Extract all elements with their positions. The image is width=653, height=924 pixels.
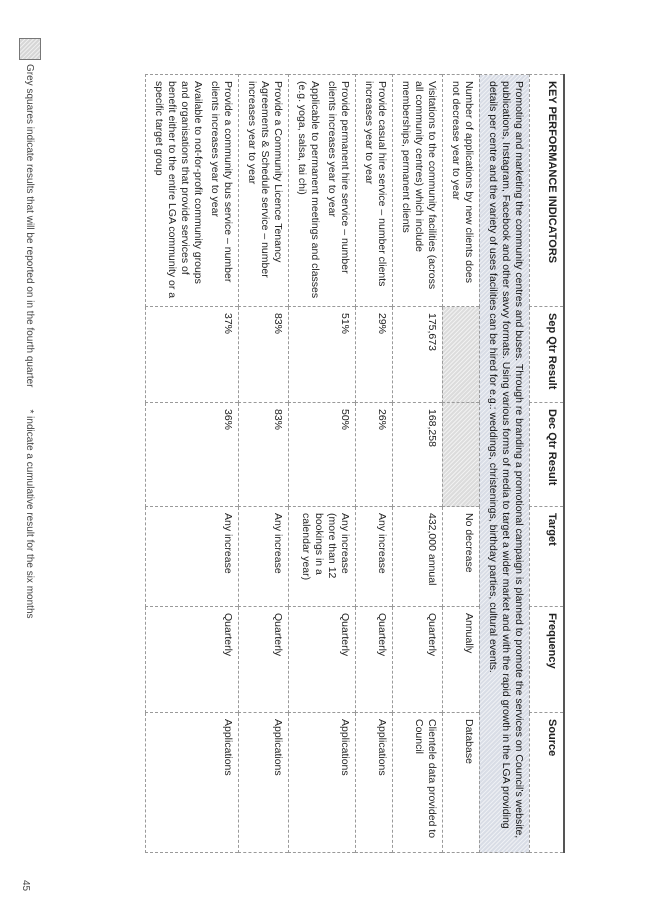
description-row <box>480 75 530 853</box>
table-row <box>239 75 289 853</box>
header-sep-qtr: Sep Qtr Result <box>530 307 565 403</box>
kpi-cell: Provide a Community Licence Tenancy Agreements & Schedule service – number increases year to year <box>239 75 289 307</box>
source-cell: Applications <box>289 713 356 853</box>
dec-result-cell: 50% <box>289 403 356 507</box>
kpi-cell <box>289 75 356 307</box>
header-target: Target <box>530 507 565 607</box>
source-cell: Applications <box>239 713 289 853</box>
target-cell: 432,000 annual <box>393 507 443 607</box>
target-cell: No decrease <box>443 507 480 607</box>
description-text: Promoting and marketing the community centres and buses. Through re branding a promotional campaign is planned to promote the services on Council’s website, publications, Instagram, Facebook and other savvy formats. Using various forms of media to target a wider market and with the rapid growth in the LGA providing details per centre and the variety of uses facilities can be hired for e.g.: weddings, christenings, birthday parties, cultural events. <box>480 75 530 853</box>
header-dec-qtr: Dec Qtr Result <box>530 403 565 507</box>
sep-result-cell: 51% <box>289 307 356 403</box>
sep-result-cell: 175,673 <box>393 307 443 403</box>
source-cell: Applications <box>356 713 393 853</box>
frequency-cell: Quarterly <box>393 607 443 713</box>
target-cell: Any increase <box>239 507 289 607</box>
kpi-cell: Visitations to the community facilities (across all community centres) which include memberships, permanent clients <box>393 75 443 307</box>
kpi-cell <box>146 75 239 307</box>
sep-result-cell: 37% <box>146 307 239 403</box>
dec-result-cell: 168,258 <box>393 403 443 507</box>
source-cell: Database <box>443 713 480 853</box>
kpi-extra-text: Available to not-for-profit community groups and organisations that provide services of benefit either to the entire LGA community or a specific target group <box>153 81 204 299</box>
header-source: Source <box>530 713 565 853</box>
target-cell: Any increase <box>356 507 393 607</box>
header-kpi: KEY PERFORMANCE INDICATORS <box>530 75 565 307</box>
kpi-table <box>145 74 565 853</box>
table-header-row <box>530 75 565 853</box>
kpi-text: Provide permanent hire service – number clients increases year to year <box>326 81 351 274</box>
frequency-cell: Annually <box>443 607 480 713</box>
dec-result-cell: 83% <box>239 403 289 507</box>
dec-result-cell <box>443 403 480 507</box>
source-cell: Applications <box>146 713 239 853</box>
sep-result-cell: 29% <box>356 307 393 403</box>
table-row <box>393 75 443 853</box>
grey-square-swatch <box>19 38 41 60</box>
legend-grey-note: Grey squares indicate results that will be reported on in the fourth quarter <box>24 64 36 388</box>
kpi-extra-text: Applicable to permanent meetings and classes (e.g. yoga, salsa, tai chi) <box>296 81 321 299</box>
table-row <box>443 75 480 853</box>
target-cell: Any increase (more than 12 bookings in a calendar year) <box>289 507 356 607</box>
frequency-cell: Quarterly <box>239 607 289 713</box>
source-cell: Clientele data provided to Council <box>393 713 443 853</box>
legend <box>19 38 41 619</box>
header-frequency: Frequency <box>530 607 565 713</box>
target-cell: Any increase <box>146 507 239 607</box>
frequency-cell: Quarterly <box>146 607 239 713</box>
legend-cumulative-note: * indicate a cumulative result for the six months <box>24 409 36 619</box>
page-number: 45 <box>20 880 31 892</box>
table-row <box>146 75 239 853</box>
table-row <box>356 75 393 853</box>
sep-result-cell <box>443 307 480 403</box>
frequency-cell: Quarterly <box>289 607 356 713</box>
kpi-cell: Provide casual hire service – number clients increases year to year <box>356 75 393 307</box>
dec-result-cell: 36% <box>146 403 239 507</box>
kpi-cell: Number of applications by new clients does not decrease year to year <box>443 75 480 307</box>
table-row <box>289 75 356 853</box>
frequency-cell: Quarterly <box>356 607 393 713</box>
dec-result-cell: 26% <box>356 403 393 507</box>
kpi-text: Provide a community bus service – number clients increases year to year <box>209 81 234 283</box>
sep-result-cell: 83% <box>239 307 289 403</box>
